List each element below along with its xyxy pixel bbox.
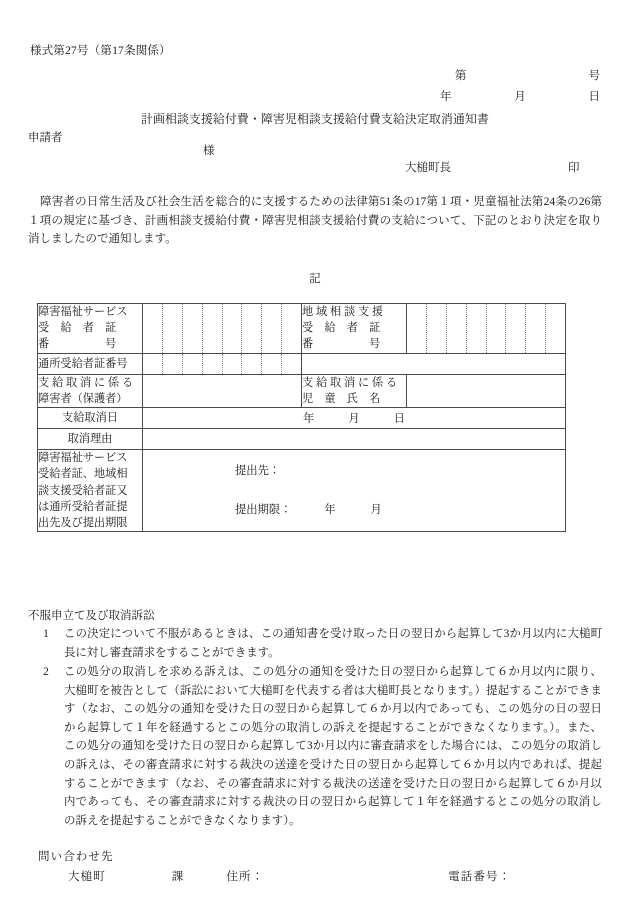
contact-town: 大槌町 [68, 871, 106, 883]
date-day-label: 日 [588, 91, 600, 103]
appeal-item-number-2: 2 [43, 666, 49, 679]
certificate-return-label [38, 450, 143, 532]
cancelled-person-input[interactable] [143, 374, 302, 407]
certificate-return-label-l2: 受給者証、地域相 [38, 468, 128, 481]
daycare-cert-number-label: 通所受給者証番号 [38, 353, 143, 374]
regional-support-cert-number-input[interactable] [407, 304, 566, 354]
appeal-item-text-2: この処分の取消しを求める訴えは、この処分の通知を受けた日の翌日から起算して６か月以内に限り、大槌町を被告として（訴訟において大槌町を代表する者は大槌町長となります。）提起することができます（なお、この処分の通知を受けた日の翌日から起算して６か月以内であっても、この処分の日の翌日から起算して１年を経過するとこの処分の取消しの訴えを提起することができなくなります。）。また、この処分の通知を受けた日の翌日から起算して3か月以内に審査請求をした場合には、この処分の取消しの訴えは、その審査請求に対する裁決の送達を受けた日の翌日から起算して６か月以内であれば、提起することができます（なお、その審査請求に対する裁決の送達を受けた日の翌日から起算して６か月以内であっても、その審査請求に対する裁決の日の翌日から起算して１年を経過するとこの処分の取消しの訴えを提起することができなくなります）。 [64, 666, 602, 827]
cancelled-child-name-label-l1: 支 給 取 消 に 係 る [302, 376, 398, 389]
contact-section-title: 問い合わせ先 [38, 851, 114, 863]
appeal-list [28, 625, 602, 831]
contact-department-label: 課 [171, 871, 185, 883]
issuer-name: 大槌町長 [405, 162, 451, 174]
table-row [38, 374, 566, 407]
welfare-service-cert-number-input[interactable] [143, 304, 302, 354]
cancelled-child-name-label-l2: 児 童 氏 名 [302, 392, 381, 405]
daycare-cert-blank-cell[interactable] [302, 353, 566, 374]
certificate-return-label-l1: 障害福祉サービス [38, 452, 128, 465]
contact-phone-label: 電話番号： [448, 871, 512, 883]
welfare-service-cert-number-label [38, 304, 143, 354]
decision-detail-table [37, 303, 566, 532]
date-year-label: 年 [440, 91, 452, 103]
regional-support-cert-number-label [302, 304, 407, 354]
list-item [28, 625, 602, 662]
appeal-section-title: 不服申立て及び取消訴訟 [28, 610, 155, 622]
submit-deadline-year-label: 年 [324, 503, 336, 516]
number-cell-grid [407, 304, 565, 353]
submit-deadline-row [143, 502, 565, 519]
submit-block [143, 453, 565, 529]
applicant-honorific: 様 [203, 145, 215, 157]
cancelled-person-label-l2: 障害者（保護者） [38, 392, 128, 405]
regional-support-cert-label-l3: 番 号 [302, 338, 381, 351]
applicant-label: 申請者 [28, 132, 63, 144]
cancellation-day-label: 日 [393, 413, 405, 426]
table-row [38, 429, 566, 450]
cancelled-child-name-label [302, 374, 407, 407]
table-row [38, 450, 566, 532]
certificate-return-label-l3: 談支援受給者証又 [38, 484, 128, 497]
daycare-cert-number-input[interactable] [143, 353, 302, 374]
date-month-label: 月 [514, 91, 526, 103]
ki-marker: 記 [309, 273, 321, 285]
certificate-return-label-l5: 出先及び提出期限 [38, 517, 128, 530]
cancellation-date-input[interactable] [143, 408, 566, 429]
seal-mark: 印 [568, 162, 580, 174]
welfare-service-cert-label-l2: 受 給 者 証 [38, 322, 117, 335]
appeal-item-text-1: この決定について不服があるときは、この通知書を受け取った日の翌日から起算して3か月以内に大槌町長に対し審査請求をすることができます。 [64, 628, 602, 659]
regional-support-cert-label-l1: 地 域 相 談 支 援 [302, 306, 384, 318]
form-number: 様式第27号（第17条関係） [30, 45, 171, 57]
cancelled-person-label [38, 374, 143, 407]
regional-support-cert-label-l2: 受 給 者 証 [302, 322, 381, 335]
cancellation-date-label: 支給取消日 [38, 408, 143, 429]
certificate-return-detail-cell[interactable] [143, 450, 566, 532]
welfare-service-cert-label-l3: 番 号 [38, 338, 117, 351]
number-cell-grid [143, 354, 301, 374]
certificate-return-label-l4: は通所受給者証提 [38, 500, 128, 513]
number-cell-grid [143, 304, 301, 353]
list-item [28, 663, 602, 830]
table-row [38, 353, 566, 374]
cancelled-child-name-input[interactable] [407, 374, 566, 407]
contact-details [68, 868, 538, 884]
cancellation-year-label: 年 [303, 413, 315, 426]
contact-address-label: 住所： [226, 871, 265, 883]
cancellation-reason-input[interactable] [143, 429, 566, 450]
document-number-field [455, 67, 600, 83]
document-title: 計画相談支援給付費・障害児相談支援給付費支給決定取消通知書 [141, 112, 489, 126]
table-row [38, 304, 566, 354]
document-date-field [440, 88, 600, 104]
document-number-suffix: 号 [588, 70, 600, 82]
submit-deadline-month-label: 月 [370, 503, 382, 516]
cancellation-date-fields [143, 410, 565, 426]
submit-destination-label: 提出先： [235, 464, 281, 477]
submit-destination-row [143, 463, 565, 480]
cancellation-reason-label: 取消理由 [38, 429, 143, 450]
intro-paragraph: 障害者の日常生活及び社会生活を総合的に支援するための法律第51条の17第１項・児童福祉法第24条の26第１項の規定に基づき、計画相談支援給付費・障害児相談支援給付費の支給について、下記のとおり決定を取り消しましたので通知します。 [28, 196, 602, 246]
appeal-item-number-1: 1 [43, 628, 49, 640]
table-row [38, 408, 566, 429]
cancellation-month-label: 月 [348, 413, 360, 426]
document-number-prefix: 第 [455, 70, 467, 82]
submit-deadline-date [324, 502, 381, 519]
cancelled-person-label-l1: 支 給 取 消 に 係 る [38, 376, 134, 389]
submit-deadline-label: 提出期限： [235, 503, 292, 516]
welfare-service-cert-label-l1: 障害福祉サービス [38, 306, 128, 318]
